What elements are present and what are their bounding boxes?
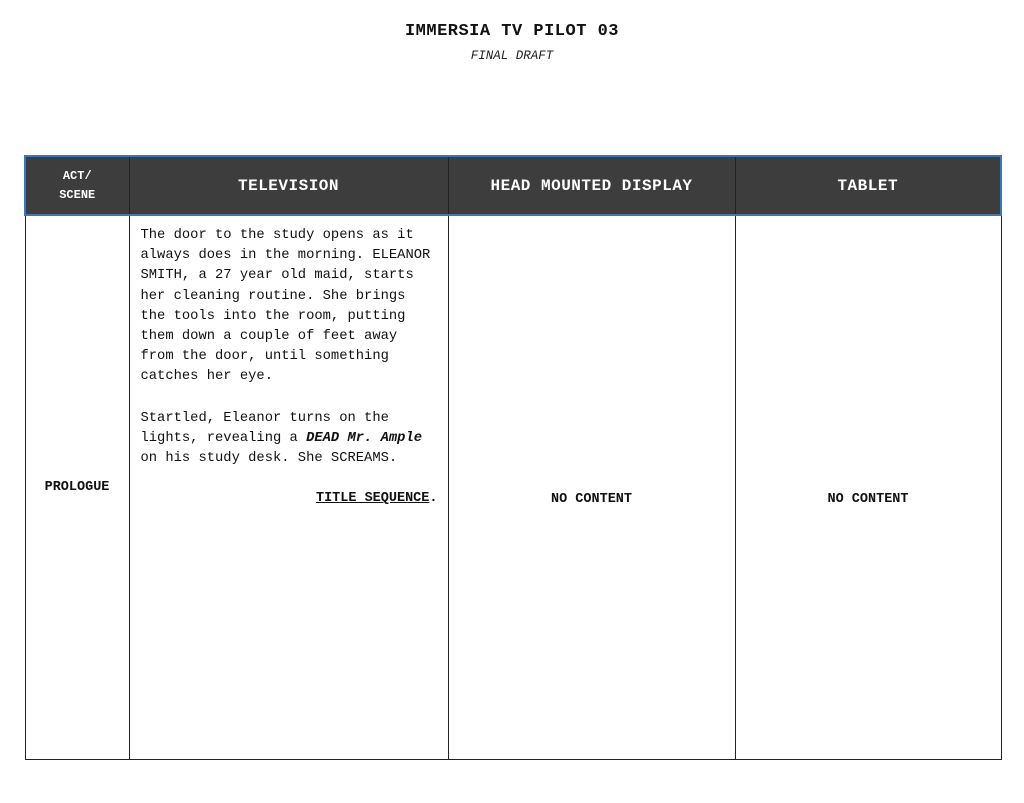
tablet-cell — [735, 215, 1001, 760]
script-text: on his study desk. She SCREAMS. — [140, 451, 398, 467]
table-row — [25, 215, 1001, 760]
script-text: Startled, Eleanor turns on the lights, revealing a — [140, 410, 389, 446]
transition-line — [141, 489, 438, 509]
head-mounted-display-cell — [448, 215, 735, 760]
transition-text: TITLE SEQUENCE — [315, 491, 430, 507]
script-paragraph — [141, 409, 438, 470]
television-script — [130, 216, 448, 509]
document-subtitle: FINAL DRAFT — [470, 49, 554, 63]
table-header-row — [25, 156, 1001, 215]
header-act-scene-line1: ACT/ — [62, 168, 92, 183]
television-cell — [129, 215, 448, 760]
scene-label: PROLOGUE — [44, 480, 110, 495]
script-table — [24, 155, 1002, 760]
document-title: IMMERSIA TV PILOT 03 — [404, 22, 620, 41]
script-emphasis: DEAD Mr. Ample — [306, 430, 423, 446]
header-television: TELEVISION — [129, 156, 448, 215]
header-act-scene — [25, 156, 129, 215]
no-content-label: NO CONTENT — [550, 491, 632, 507]
script-paragraph: The door to the study opens as it always does in the morning. ELEANOR SMITH, a 27 year old maid, starts her cleaning routine. She brings the tools into the room, putting them down a couple of feet away from the door, until something catches her eye. — [140, 228, 431, 385]
transition-punctuation: . — [429, 491, 438, 507]
header-act-scene-line2: SCENE — [59, 187, 96, 202]
no-content-label: NO CONTENT — [827, 491, 909, 507]
header-tablet: TABLET — [735, 156, 1001, 215]
header-head-mounted-display: HEAD MOUNTED DISPLAY — [448, 156, 735, 215]
scene-cell — [25, 215, 129, 760]
